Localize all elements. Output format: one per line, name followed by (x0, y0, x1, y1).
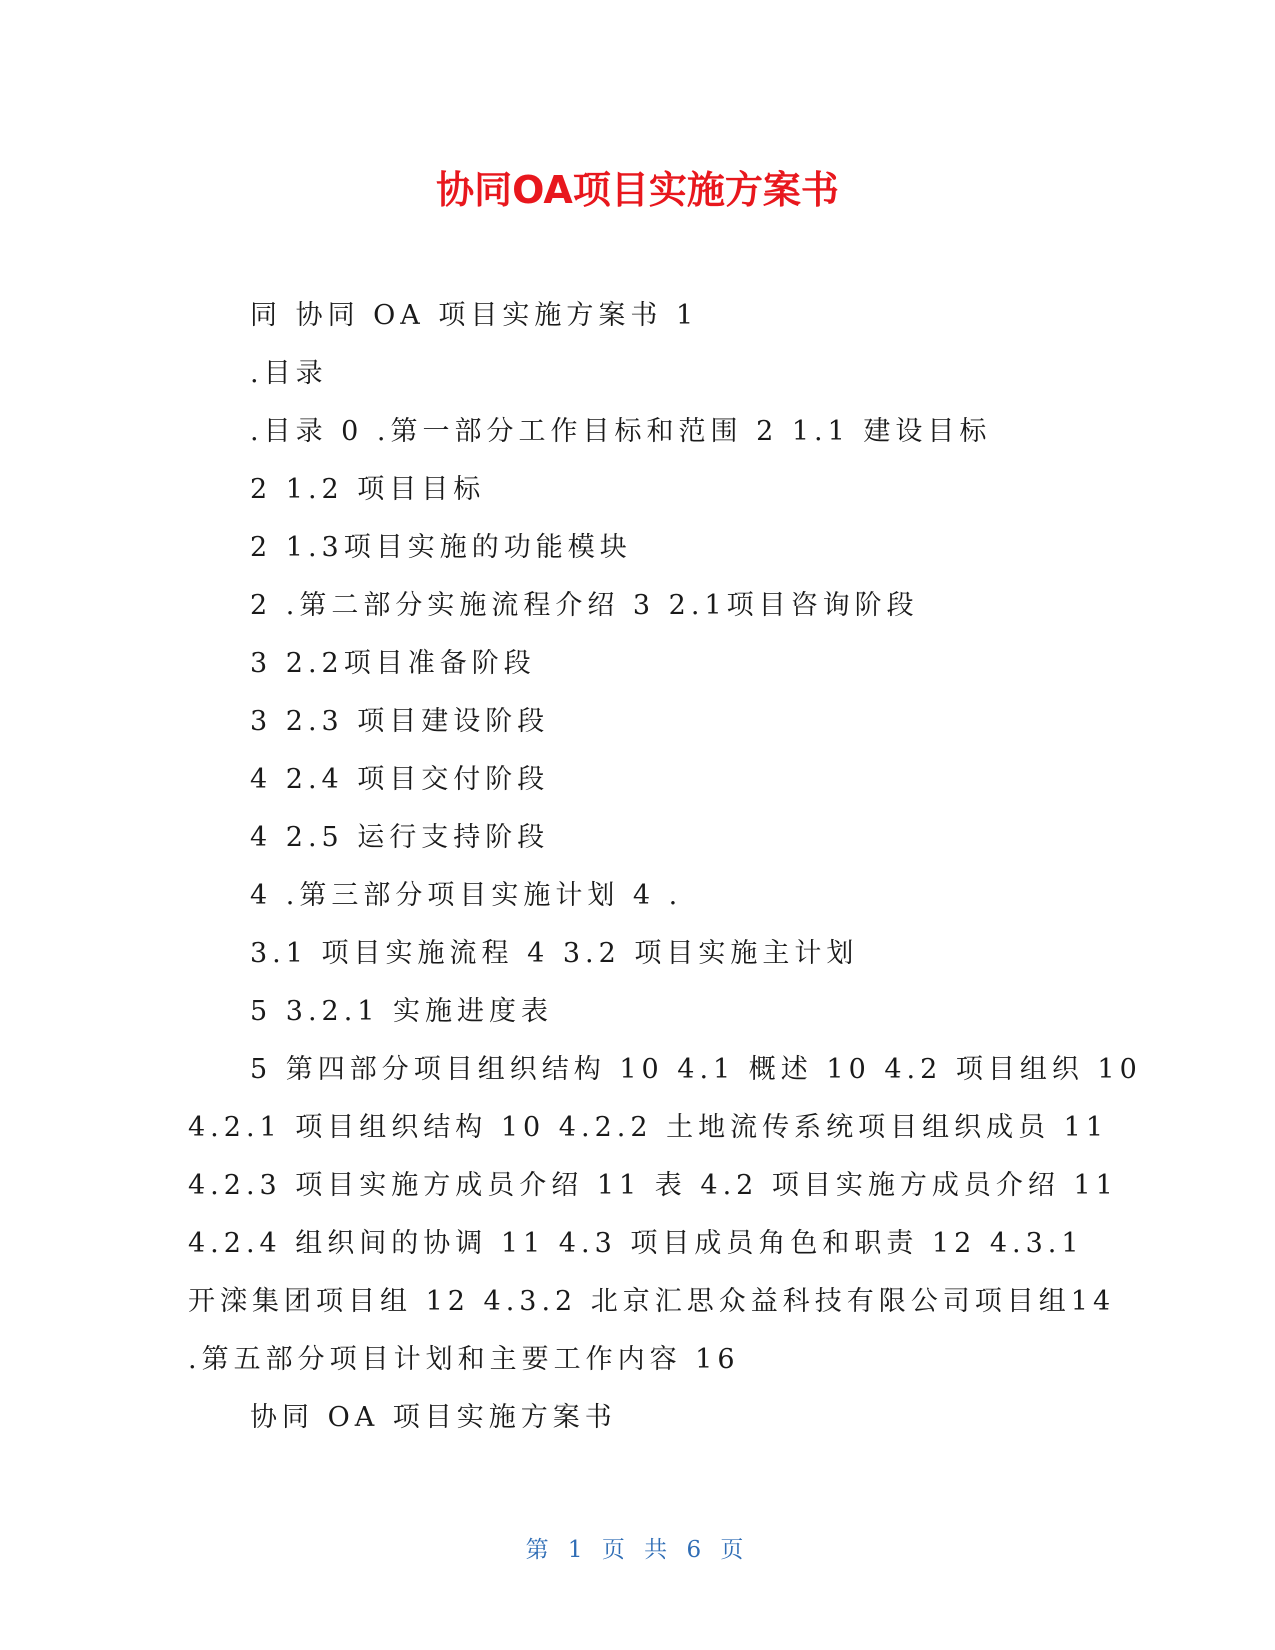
toc-line: 3.1 项目实施流程 4 3.2 项目实施主计划 (250, 938, 859, 969)
toc-line: .目录 (250, 358, 328, 389)
toc-line: 3 2.3 项目建设阶段 (250, 706, 550, 737)
toc-line: 5 3.2.1 实施进度表 (250, 996, 554, 1027)
toc-line: 4 2.4 项目交付阶段 (250, 764, 550, 795)
toc-line: 2 1.3项目实施的功能模块 (250, 532, 632, 563)
toc-line: 4.2.4 组织间的协调 11 4.3 项目成员角色和职责 12 4.3.1 (188, 1228, 1084, 1259)
toc-line: 3 2.2项目准备阶段 (250, 648, 536, 679)
toc-line: 5 第四部分项目组织结构 10 4.1 概述 10 4.2 项目组织 10 (250, 1054, 1142, 1085)
toc-line: 4.2.1 项目组织结构 10 4.2.2 土地流传系统项目组织成员 11 (188, 1112, 1109, 1143)
document-title: 协同OA项目实施方案书 (436, 168, 839, 212)
page-number-footer: 第 1 页 共 6 页 (525, 1537, 750, 1563)
toc-line: 4.2.3 项目实施方成员介绍 11 表 4.2 项目实施方成员介绍 11 (188, 1170, 1118, 1201)
toc-line: 4 2.5 运行支持阶段 (250, 822, 550, 853)
toc-line: 协同 OA 项目实施方案书 (250, 1402, 617, 1433)
toc-line: .第五部分项目计划和主要工作内容 16 (188, 1344, 740, 1375)
toc-line: .目录 0 .第一部分工作目标和范围 2 1.1 建设目标 (250, 416, 992, 447)
toc-line: 开滦集团项目组 12 4.3.2 北京汇思众益科技有限公司项目组14 (188, 1286, 1116, 1317)
toc-line: 同 协同 OA 项目实施方案书 1 (250, 300, 699, 331)
toc-line: 2 1.2 项目目标 (250, 474, 486, 505)
toc-line: 4 .第三部分项目实施计划 4 . (250, 880, 683, 911)
toc-line: 2 .第二部分实施流程介绍 3 2.1项目咨询阶段 (250, 590, 919, 621)
